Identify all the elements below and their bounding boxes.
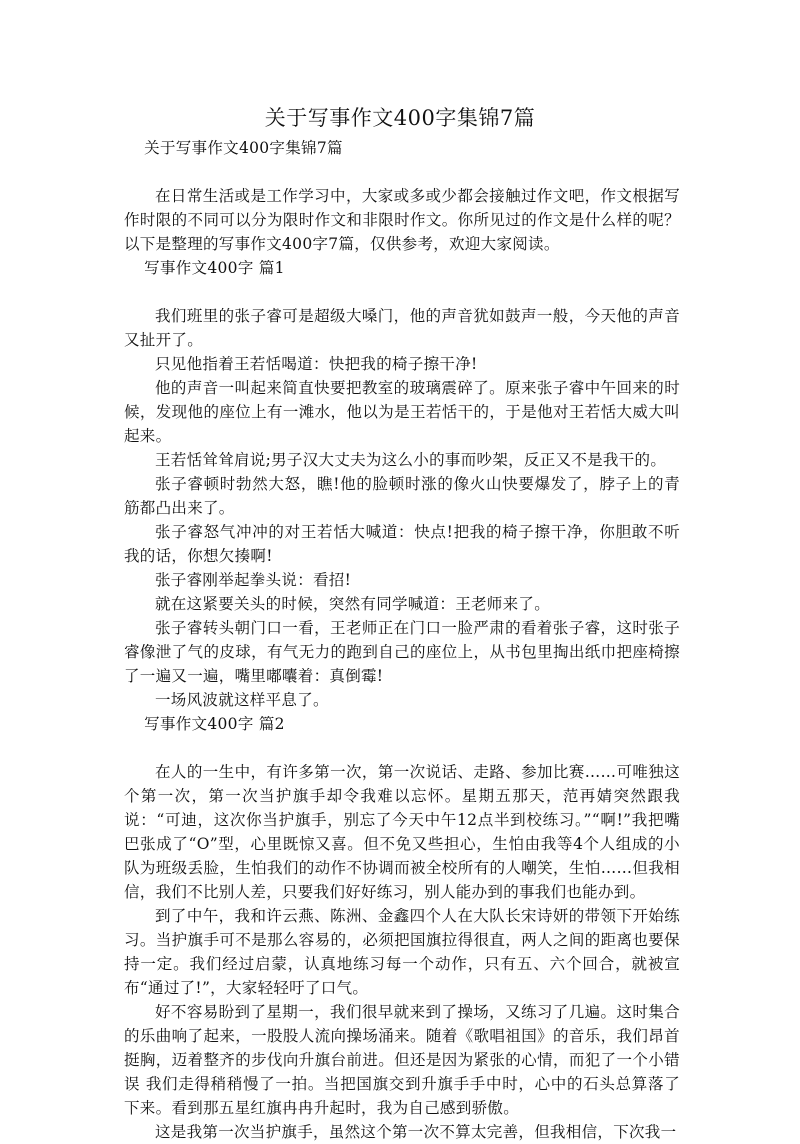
paragraph: 这是我第一次当护旗手，虽然这个第一次不算太完善，但我相信，下次我一 [155, 1123, 677, 1141]
paragraph: 好不容易盼到了星期一，我们很早就来到了操场，又练习了几遍。这时集合的乐曲响了起来，一股股人流向操场涌来。随着《歌唱祖国》的音乐，我们昂首挺胸，迈着整齐的步伐向升旗台前进。但还是因为紧张的心情，而犯了一个小错误 我们走得稍稍慢了一拍。当把国旗交到升旗手手中时，心中的石头总算落了下来。看到那五星红旗冉冉升起时，我为自己感到骄傲。 [124, 1003, 680, 1117]
paragraph: 他的声音一叫起来简直快要把教室的玻璃震碎了。原来张子睿中午回来的时候，发现他的座位上有一滩水，他以为是王若恬干的，于是他对王若恬大威大叫起来。 [124, 379, 680, 445]
paragraph: 在人的一生中，有许多第一次，第一次说话、走路、参加比赛……可唯独这个第一次，第一次当护旗手却令我难以忘怀。星期五那天，范再婧突然跟我说：“可迪，这次你当护旗手，别忘了今天中午12点半到校练习。”“啊!”我把嘴巴张成了“O”型，心里既惊又喜。但不免又些担心，生怕由我等4个人组成的小队为班级丢脸，生怕我们的动作不协调而被全校所有的人嘲笑，生怕……但我相信，我们不比别人差，只要我们好好练习，别人能办到的事我们也能办到。 [124, 763, 680, 901]
document-subtitle: 关于写事作文400字集锦7篇 [144, 139, 343, 157]
spacer [124, 280, 680, 304]
paragraph: 张子睿怒气冲冲的对王若恬大喊道：快点!把我的椅子擦干净，你胆敢不听我的话，你想欠揍啊! [124, 523, 680, 565]
paragraph: 只见他指着王若恬喝道：快把我的椅子擦干净! [155, 355, 478, 373]
paragraph: 就在这紧要关头的时候，突然有同学喊道：王老师来了。 [155, 595, 551, 613]
paragraph: 张子睿转头朝门口一看，王老师正在门口一脸严肃的看着张子睿，这时张子睿像泄了气的皮球，有气无力的跑到自己的座位上，从书包里掏出纸巾把座椅擦了一遍又一遍，嘴里嘟囔着：真倒霉! [124, 619, 680, 685]
document-title: 关于写事作文400字集锦7篇 [264, 106, 536, 130]
paragraph: 张子睿刚举起拳头说：看招! [155, 571, 352, 589]
paragraph: 王若恬耸耸肩说;男子汉大丈夫为这么小的事而吵架，反正又不是我干的。 [155, 451, 667, 469]
section-heading-1: 写事作文400字 篇1 [144, 259, 285, 277]
spacer [124, 736, 680, 760]
intro-paragraph: 在日常生活或是工作学习中，大家或多或少都会接触过作文吧，作文根据写作时限的不同可以分为限时作文和非限时作文。你所见过的作文是什么样的呢？以下是整理的写事作文400字7篇，仅供参考，欢迎大家阅读。 [124, 187, 680, 253]
document-body [124, 136, 680, 1144]
spacer [124, 160, 680, 184]
paragraph: 到了中午，我和许云燕、陈洲、金鑫四个人在大队长宋诗妍的带领下开始练习。当护旗手可不是那么容易的，必须把国旗拉得很直，两人之间的距离也要保持一定。我们经过启蒙，认真地练习每一个动作，只有五、六个回合，就被宣布“通过了!”，大家轻轻吁了口气。 [124, 907, 680, 997]
paragraph: 张子睿顿时勃然大怒，瞧!他的脸顿时涨的像火山快要爆发了，脖子上的青筋都凸出来了。 [124, 475, 680, 517]
paragraph: 我们班里的张子睿可是超级大嗓门，他的声音犹如鼓声一般，今天他的声音又扯开了。 [124, 307, 680, 349]
section-heading-2: 写事作文400字 篇2 [144, 715, 285, 733]
paragraph: 一场风波就这样平息了。 [155, 691, 329, 709]
